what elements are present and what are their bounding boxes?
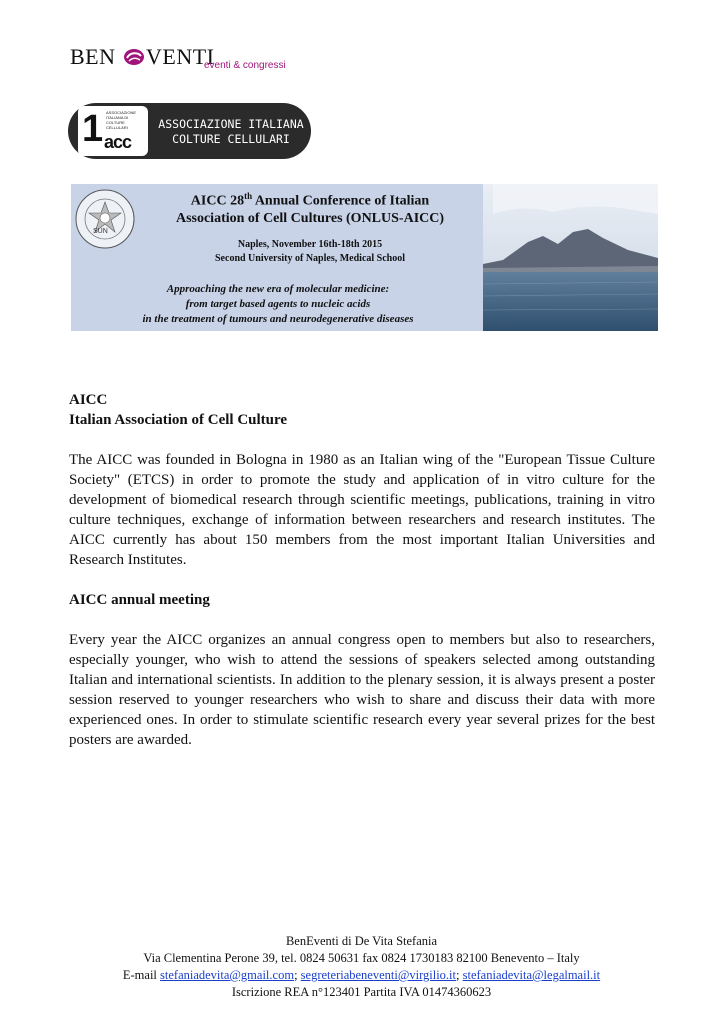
banner-theme-line-2: from target based agents to nucleic acids [185,298,371,310]
university-seal-icon [74,188,136,250]
logo-text-ben: BEN [70,44,116,69]
badge-line-2: COLTURE CELLULARI [172,132,290,146]
footer-emails: E-mail stefaniadevita@gmail.com; segreteriabeneventi@virgilio.it; stefaniadevita@legalmail.it [122,968,601,982]
logo-swirl-icon [122,44,146,68]
banner-theme-line-3: in the treatment of tumours and neurodegenerative diseases [142,313,414,325]
conference-banner [71,184,658,331]
aicc-emblem-icon [78,106,148,156]
banner-venue: Second University of Naples, Medical School [215,253,405,264]
banner-date-venue [135,238,485,266]
footer-registration: Iscrizione REA n°123401 Partita IVA 01474360623 [231,985,492,999]
vesuvius-photo [483,184,658,331]
footer-email-label: E-mail [122,968,161,982]
paragraph-annual-meeting: Every year the AICC organizes an annual congress open to members but also to researchers, especially younger, who wish to attend the sessions of speakers selected among outstanding Italian and international scientists. In addition to the plenary session, it is always present a poster session reserved to younger researchers who wish to share and discuss their data with more experienced ones. In order to stimulate scientific research every year several prizes for the best posters are awarded. [69,632,655,748]
banner-theme-line-1: Approaching the new era of molecular medicine: [166,283,390,295]
paragraph-about: The AICC was founded in Bologna in 1980 as an Italian wing of the "European Tissue Culture Society" (ETCS) in order to promote the study and application of in vitro culture for the development of biomedical research through scientific meetings, publications, training in vitro culture techniques, exchange of information between researchers and research institutes. The AICC currently has about 150 members from the most important Italian Universities and Research Institutes. [69,452,655,568]
emblem-number: 1 [82,108,102,150]
footer-address: Via Clementina Perone 39, tel. 0824 50631 fax 0824 1730183 82100 Benevento – Italy [143,951,580,965]
footer-company: BenEventi di De Vita Stefania [285,934,438,948]
main-content [69,390,655,750]
badge-line-1: ASSOCIAZIONE ITALIANA [158,117,304,131]
aicc-badge [68,103,311,159]
emblem-acronym: acc [104,132,132,152]
heading-association: Italian Association of Cell Culture [69,412,288,428]
banner-title-line-2: Association of Cell Cultures (ONLUS-AICC) [175,210,445,226]
footer [0,933,723,1001]
seal-label: SUN [93,228,108,235]
emblem-small-text: ASSOCIAZIONE ITALIANA DI COLTURE CELLULARI [106,110,137,130]
logo-tagline: eventi & congressi [204,60,286,71]
banner-theme [71,282,485,327]
banner-title-line-1: AICC 28th Annual Conference of Italian [190,191,430,209]
badge-association-name [156,117,306,147]
logo-text-venti: VENTI [146,44,215,69]
email-link-3[interactable]: stefaniadevita@legalmail.it [462,968,601,982]
banner-title [135,188,485,227]
email-link-2[interactable]: segreteriabeneventi@virgilio.it [300,968,457,982]
banner-date: Naples, November 16th-18th 2015 [237,239,383,250]
beneventi-logo [70,38,330,78]
email-link-1[interactable]: stefaniadevita@gmail.com [160,968,295,982]
heading-annual-meeting: AICC annual meeting [69,592,210,608]
heading-aicc: AICC [69,392,108,408]
